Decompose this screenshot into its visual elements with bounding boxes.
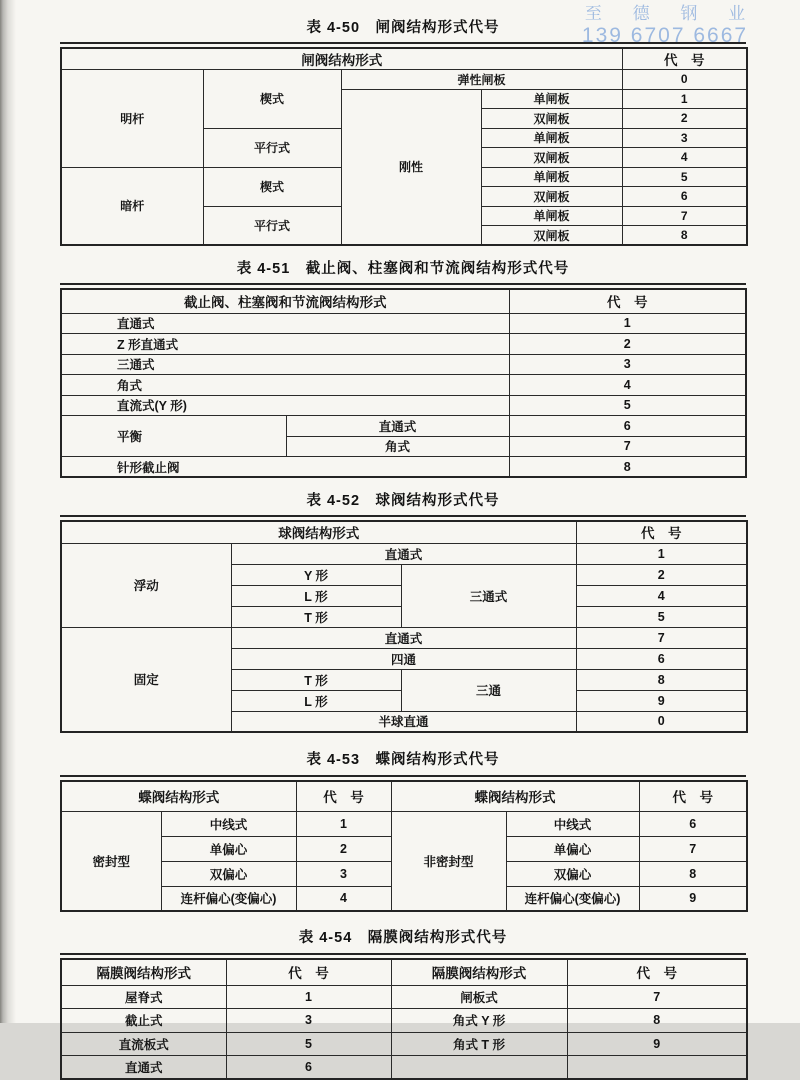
cell-code: 2 <box>576 564 747 585</box>
cell-code: 2 <box>509 334 746 355</box>
cell-code: 2 <box>622 109 747 129</box>
cell-code: 3 <box>226 1009 391 1033</box>
header-code: 代 号 <box>639 781 747 811</box>
cell-form: 针形截止阀 <box>61 457 509 478</box>
cell-form: L 形 <box>231 585 401 606</box>
watermark-company: 至 德 钢 业 <box>584 4 759 23</box>
cell-code: 5 <box>509 395 746 416</box>
cell-code: 7 <box>622 206 747 226</box>
cell-form: T 形 <box>231 606 401 627</box>
cell-code: 6 <box>639 811 747 836</box>
cell-group: 三通 <box>401 669 576 711</box>
table-4-54-frame <box>60 953 746 1080</box>
cell-group: 平行式 <box>203 206 341 245</box>
cell-form: 直通式 <box>286 416 509 437</box>
table-row <box>61 543 747 564</box>
cell-form: 连杆偏心(变偏心) <box>506 886 639 911</box>
cell-form: 角式 <box>61 375 509 396</box>
header-form: 蝶阀结构形式 <box>61 781 296 811</box>
cell-form <box>391 1056 567 1080</box>
cell-form: 中线式 <box>161 811 296 836</box>
cell-form: 半球直通 <box>231 711 576 732</box>
cell-code <box>567 1056 747 1080</box>
cell-group: 平衡 <box>61 416 286 457</box>
cell-code: 6 <box>576 648 747 669</box>
watermark <box>550 4 780 48</box>
cell-form: 单闸板 <box>481 206 622 226</box>
table-row <box>61 70 747 90</box>
table-row <box>61 313 746 334</box>
table-4-53-title: 表 4-53 蝶阀结构形式代号 <box>306 752 500 768</box>
table-row <box>61 985 747 1009</box>
cell-form: 四通 <box>231 648 576 669</box>
cell-group: 三通式 <box>401 564 576 627</box>
cell-form: 直通式 <box>231 543 576 564</box>
table-row <box>61 781 747 811</box>
cell-code: 9 <box>576 690 747 711</box>
table-row <box>61 395 746 416</box>
cell-form: 屋脊式 <box>61 985 226 1009</box>
cell-code: 7 <box>567 985 747 1009</box>
cell-code: 1 <box>226 985 391 1009</box>
cell-code: 1 <box>576 543 747 564</box>
cell-code: 7 <box>639 836 747 861</box>
cell-code: 6 <box>226 1056 391 1080</box>
cell-group: 明杆 <box>61 70 203 168</box>
header-code: 代 号 <box>296 781 391 811</box>
cell-form: 双闸板 <box>481 109 622 129</box>
table-row <box>61 811 747 836</box>
cell-code: 4 <box>622 148 747 168</box>
cell-form: 双闸板 <box>481 148 622 168</box>
table-4-51-title: 表 4-51 截止阀、柱塞阀和节流阀结构形式代号 <box>236 261 570 277</box>
table-4-53 <box>60 780 748 912</box>
cell-group: 暗杆 <box>61 167 203 245</box>
table-row <box>61 627 747 648</box>
table-row <box>61 1009 747 1033</box>
cell-form: 双闸板 <box>481 187 622 207</box>
table-row <box>61 48 747 70</box>
cell-form: 连杆偏心(变偏心) <box>161 886 296 911</box>
cell-code: 1 <box>622 89 747 109</box>
cell-group: 浮动 <box>61 543 231 627</box>
cell-group: 固定 <box>61 627 231 732</box>
cell-code: 5 <box>226 1032 391 1056</box>
cell-form: 角式 Y 形 <box>391 1009 567 1033</box>
table-4-54-title: 表 4-54 隔膜阀结构形式代号 <box>298 930 508 946</box>
table-row <box>61 289 746 313</box>
cell-group: 刚性 <box>341 89 481 245</box>
cell-code: 8 <box>639 861 747 886</box>
cell-code: 8 <box>567 1009 747 1033</box>
cell-code: 3 <box>296 861 391 886</box>
cell-form: 弹性闸板 <box>341 70 622 90</box>
cell-form: 双偏心 <box>506 861 639 886</box>
table-4-51-frame <box>60 283 746 478</box>
cell-code: 8 <box>576 669 747 690</box>
cell-code: 3 <box>509 354 746 375</box>
header-form: 闸阀结构形式 <box>61 48 622 70</box>
cell-form: 闸板式 <box>391 985 567 1009</box>
cell-group: 平行式 <box>203 128 341 167</box>
table-4-50-title: 表 4-50 闸阀结构形式代号 <box>306 20 500 36</box>
table-4-52-frame <box>60 515 746 733</box>
cell-code: 9 <box>639 886 747 911</box>
cell-form: 三通式 <box>61 354 509 375</box>
cell-code: 9 <box>567 1032 747 1056</box>
table-4-52-title: 表 4-52 球阀结构形式代号 <box>306 493 500 509</box>
scan-edge-shadow <box>0 0 16 1023</box>
table-4-54 <box>60 958 748 1080</box>
cell-form: L 形 <box>231 690 401 711</box>
header-code: 代 号 <box>622 48 747 70</box>
cell-code: 3 <box>622 128 747 148</box>
cell-code: 0 <box>576 711 747 732</box>
table-row <box>61 1032 747 1056</box>
cell-form: 中线式 <box>506 811 639 836</box>
table-row <box>61 959 747 985</box>
cell-code: 8 <box>622 226 747 246</box>
watermark-phone: 139 6707 6667 <box>581 23 749 47</box>
header-form: 球阀结构形式 <box>61 521 576 543</box>
cell-code: 6 <box>622 187 747 207</box>
header-code: 代 号 <box>226 959 391 985</box>
cell-group: 非密封型 <box>391 811 506 911</box>
cell-code: 1 <box>296 811 391 836</box>
cell-form: 直通式 <box>61 1056 226 1080</box>
cell-form: 单偏心 <box>161 836 296 861</box>
header-form: 隔膜阀结构形式 <box>61 959 226 985</box>
header-code: 代 号 <box>509 289 746 313</box>
content-column <box>60 0 746 1080</box>
cell-group: 楔式 <box>203 167 341 206</box>
table-row <box>61 334 746 355</box>
cell-code: 4 <box>576 585 747 606</box>
cell-form: 双偏心 <box>161 861 296 886</box>
cell-form: 角式 <box>286 436 509 457</box>
table-4-50 <box>60 47 748 246</box>
cell-form: 单偏心 <box>506 836 639 861</box>
cell-code: 2 <box>296 836 391 861</box>
table-row <box>61 521 747 543</box>
cell-form: 单闸板 <box>481 128 622 148</box>
table-4-51 <box>60 288 747 478</box>
table-4-52 <box>60 520 748 733</box>
cell-code: 4 <box>509 375 746 396</box>
cell-group: 密封型 <box>61 811 161 911</box>
cell-form: 单闸板 <box>481 167 622 187</box>
table-row <box>61 416 746 437</box>
cell-code: 6 <box>509 416 746 437</box>
table-4-50-frame <box>60 42 746 246</box>
header-form: 蝶阀结构形式 <box>391 781 639 811</box>
cell-form: Y 形 <box>231 564 401 585</box>
cell-code: 7 <box>509 436 746 457</box>
table-row <box>61 457 746 478</box>
cell-group: 楔式 <box>203 70 341 129</box>
table-4-53-frame <box>60 775 746 912</box>
table-row <box>61 354 746 375</box>
cell-form: 直流板式 <box>61 1032 226 1056</box>
cell-code: 0 <box>622 70 747 90</box>
cell-code: 5 <box>622 167 747 187</box>
table-row <box>61 1056 747 1080</box>
cell-form: 直通式 <box>231 627 576 648</box>
cell-form: 单闸板 <box>481 89 622 109</box>
cell-code: 1 <box>509 313 746 334</box>
cell-code: 8 <box>509 457 746 478</box>
header-form: 隔膜阀结构形式 <box>391 959 567 985</box>
table-row <box>61 375 746 396</box>
cell-code: 5 <box>576 606 747 627</box>
cell-form: T 形 <box>231 669 401 690</box>
header-code: 代 号 <box>567 959 747 985</box>
cell-form: 直流式(Y 形) <box>61 395 509 416</box>
header-code: 代 号 <box>576 521 747 543</box>
cell-form: 直通式 <box>61 313 509 334</box>
cell-code: 7 <box>576 627 747 648</box>
cell-form: Z 形直通式 <box>61 334 509 355</box>
cell-form: 截止式 <box>61 1009 226 1033</box>
cell-code: 4 <box>296 886 391 911</box>
cell-form: 角式 T 形 <box>391 1032 567 1056</box>
header-form: 截止阀、柱塞阀和节流阀结构形式 <box>61 289 509 313</box>
cell-form: 双闸板 <box>481 226 622 246</box>
